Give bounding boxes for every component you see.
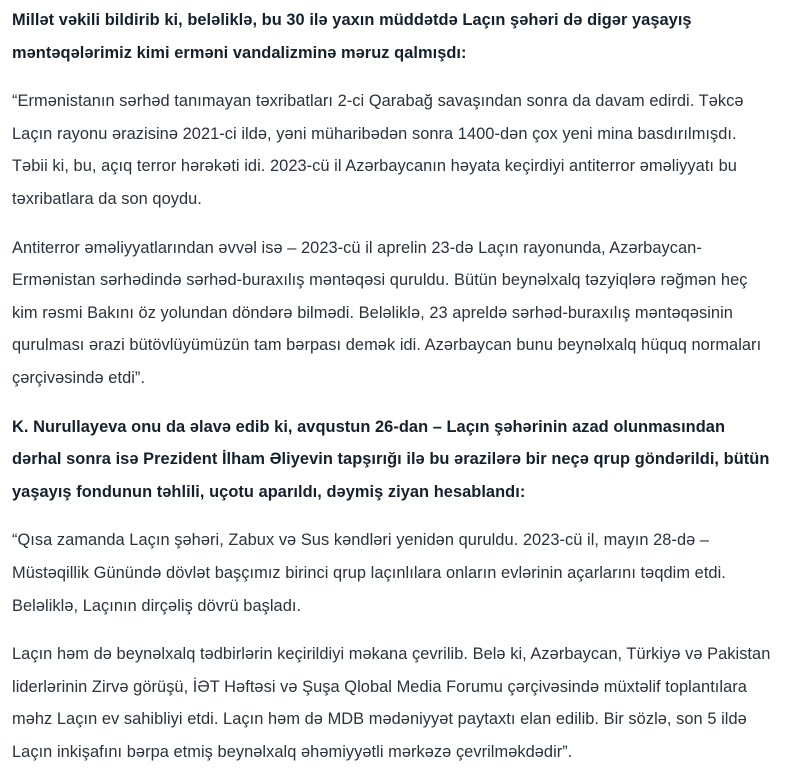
paragraph-nurullayeva-statement: K. Nurullayeva onu da əlavə edib ki, avqustun 26-dan – Laçın şəhərinin azad olunmasından dərhal sonra isə Prezident İlham Əliyevin tapşırığı ilə bu ərazilərə bir neçə qrup göndərildi, bütün yaşayış fondunun təhlili, uçotu aparıldı, dəymiş ziyan hesablandı: <box>12 417 770 501</box>
paragraph-border-checkpoint: Antiterror əməliyyatlarından əvvəl isə – 2023-cü il aprelin 23-də Laçın rayonunda, Azərbaycan-Ermənistan sərhədində sərhəd-buraxılış məntəqəsi quruldu. Bütün beynəlxalq təzyiqlərə rəğmən heç kim rəsmi Bakını öz yolundan döndərə bilmədi. Beləliklə, 23 apreldə sərhəd-buraxılış məntəqəsinin qurulması ərazi bütövlüyümüzün tam bərpası demək idi. Azərbaycan bunu beynəlxalq hüquq normaları çərçivəsində etdi”. <box>12 238 762 387</box>
paragraph-quote-provocations: “Ermənistanın sərhəd tanımayan təxribatları 2-ci Qarabağ savaşından sonra da davam edirdi. Təkcə Laçın rayonu ərazisinə 2021-ci ildə, yəni müharibədən sonra 1400-dən çox yeni mina basdırılmışdı. Təbii ki, bu, açıq terror hərəkəti idi. 2023-cü il Azərbaycanın həyata keçirdiyi antiterror əməliyyatı bu təxribatlara da son qoydu. <box>12 92 744 208</box>
paragraph-international-events: Laçın həm də beynəlxalq tədbirlərin keçirildiyi məkana çevrilib. Belə ki, Azərbaycan, Türkiyə və Pakistan liderlərinin Zirvə görüşü, İƏT Həftəsi və Şuşa Qlobal Media Forumu çərçivəsində müxtəlif toplantılara məhz Laçın ev sahibliyi etdi. Laçın həm də MDB mədəniyyət paytaxtı elan edilib. Bir sözlə, son 5 ildə Laçın inkişafını bərpa etmiş beynəlxalq əhəmiyyətli mərkəzə çevrilməkdədir”. <box>12 645 771 761</box>
paragraph-reconstruction: “Qısa zamanda Laçın şəhəri, Zabux və Sus kəndləri yenidən quruldu. 2023-cü il, mayın 28-də – Müstəqillik Günündə dövlət başçımız birinci qrup laçınlılara onların evlərinin açarlarını təqdim etdi. Beləliklə, Laçının dirçəliş dövrü başladı. <box>12 531 726 615</box>
paragraph-lead-quote-intro: Millət vəkili bildirib ki, beləliklə, bu 30 ilə yaxın müddətdə Laçın şəhəri də digər yaşayış məntəqələrimiz kimi erməni vandalizminə məruz qalmışdı: <box>12 11 692 62</box>
